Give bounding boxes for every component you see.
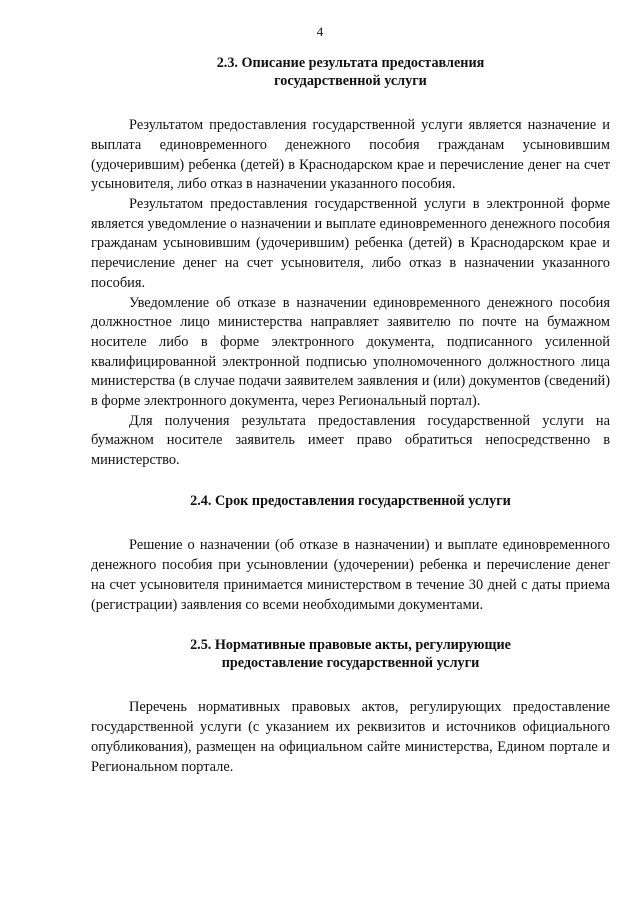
paragraph: Перечень нормативных правовых актов, регулирующих предоставление государственной услуги (с указанием их реквизитов и источников официального опубликования), размещен на официальном сайте министерства, Едином портале и Региональном портале. bbox=[91, 699, 610, 775]
section-heading-line: государственной услуги bbox=[274, 72, 427, 89]
section-heading-line: предоставление государственной услуги bbox=[221, 654, 480, 671]
page-number: 4 bbox=[316, 24, 324, 39]
document-body bbox=[91, 55, 610, 777]
section-2-3 bbox=[91, 55, 610, 471]
paragraph: Результатом предоставления государственной услуги является назначение и выплата единовременного денежного пособия гражданам усыновившим (удочерившим) ребенка (детей) в Краснодарском крае и перечисление денег на счет усыновителя, либо отказ в назначении указанного пособия. bbox=[91, 117, 610, 193]
section-heading-line: 2.3. Описание результата предоставления bbox=[216, 55, 485, 71]
section-heading-line: 2.5. Нормативные правовые акты, регулирующие bbox=[190, 637, 511, 654]
paragraph: Уведомление об отказе в назначении единовременного денежного пособия должностное лицо министерства направляет заявителю по почте на бумажном носителе либо в форме электронного документа, подписанного усиленной квалифицированной электронной подписью уполномоченного должностного лица министерства (в случае подачи заявителем заявления и (или) документов (сведений) в форме электронного документа, через Региональный портал). bbox=[91, 294, 610, 410]
section-heading-line: 2.4. Срок предоставления государственной услуги bbox=[190, 492, 511, 509]
section-heading bbox=[91, 55, 610, 90]
paragraph: Для получения результата предоставления государственной услуги на бумажном носителе заявитель имеет право обратиться непосредственно в министерство. bbox=[91, 412, 610, 469]
section-heading bbox=[91, 493, 610, 511]
section-heading bbox=[91, 637, 610, 672]
section-2-4 bbox=[91, 493, 610, 615]
section-2-5 bbox=[91, 637, 610, 777]
paragraph: Результатом предоставления государственной услуги в электронной форме является уведомление о назначении и выплате единовременного денежного пособия гражданам усыновившим (удочерившим) ребенка (детей) в Краснодарском крае и перечисление денег на счет усыновителя, либо отказ в назначении указанного пособия. bbox=[91, 196, 610, 291]
paragraph: Решение о назначении (об отказе в назначении) и выплате единовременного денежного пособия при усыновлении (удочерении) ребенка и перечисление денег на счет усыновителя принимается министерством в течение 30 дней с даты приема (регистрации) заявления со всеми необходимыми документами. bbox=[91, 537, 610, 613]
